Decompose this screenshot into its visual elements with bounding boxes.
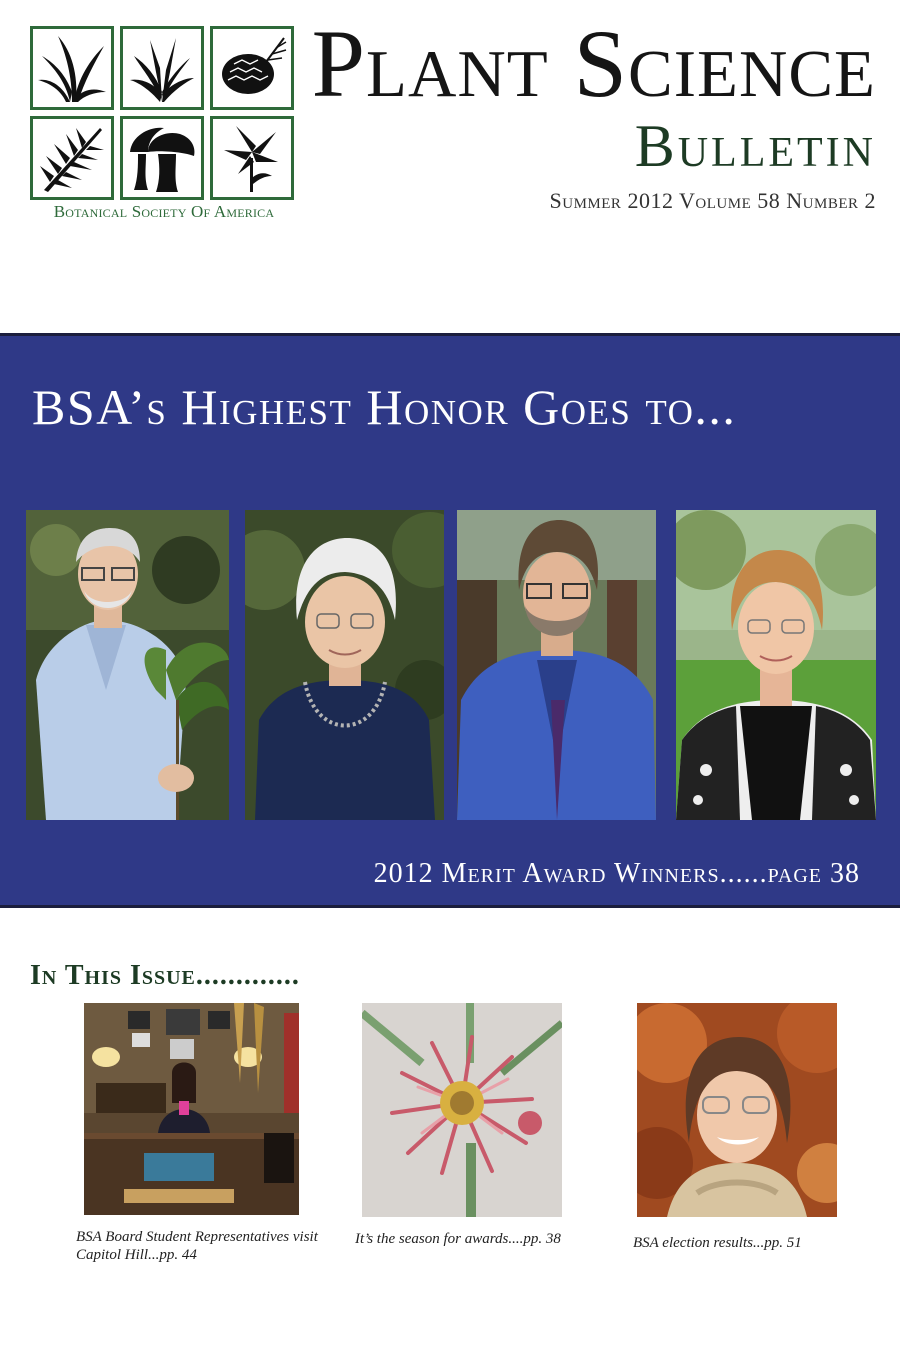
capitol-hill-thumbnail — [84, 1003, 299, 1215]
winner-photo-4 — [676, 510, 876, 820]
aloe-plant-icon — [120, 26, 204, 110]
feature-headline: BSA’s Highest Honor Goes to... — [32, 379, 737, 435]
grass-plant-icon — [30, 26, 114, 110]
winner-photo-2 — [245, 510, 444, 820]
fern-frond-icon — [30, 116, 114, 200]
feature-caption: 2012 Merit Award Winners......page 38 — [373, 858, 860, 889]
masthead — [311, 10, 876, 214]
winner-photo-1 — [26, 510, 229, 820]
feature-band — [0, 333, 900, 908]
lily-flower-icon — [210, 116, 294, 200]
publication-title: Plant Science — [311, 10, 876, 117]
winner-photo-3 — [457, 510, 656, 820]
cone-branch-icon — [210, 26, 294, 110]
logo-caption: Botanical Society Of America — [53, 202, 275, 221]
issue-info: Summer 2012 Volume 58 Number 2 — [549, 188, 876, 213]
publication-subtitle: Bulletin — [634, 113, 876, 179]
thumbnail-caption-capitol-hill: BSA Board Student Representatives visit Capitol Hill...pp. 44 — [76, 1229, 318, 1263]
in-this-issue-heading: In This Issue............. — [30, 960, 300, 991]
thumbnail-caption-awards: It’s the season for awards....pp. 38 — [355, 1231, 561, 1247]
election-results-thumbnail — [637, 1003, 837, 1217]
award-winner-photos — [0, 510, 900, 820]
flower-thumbnail — [362, 1003, 562, 1217]
bsa-logo — [30, 26, 298, 222]
thumbnail-caption-election: BSA election results...pp. 51 — [633, 1235, 802, 1251]
mushroom-icon — [120, 116, 204, 200]
